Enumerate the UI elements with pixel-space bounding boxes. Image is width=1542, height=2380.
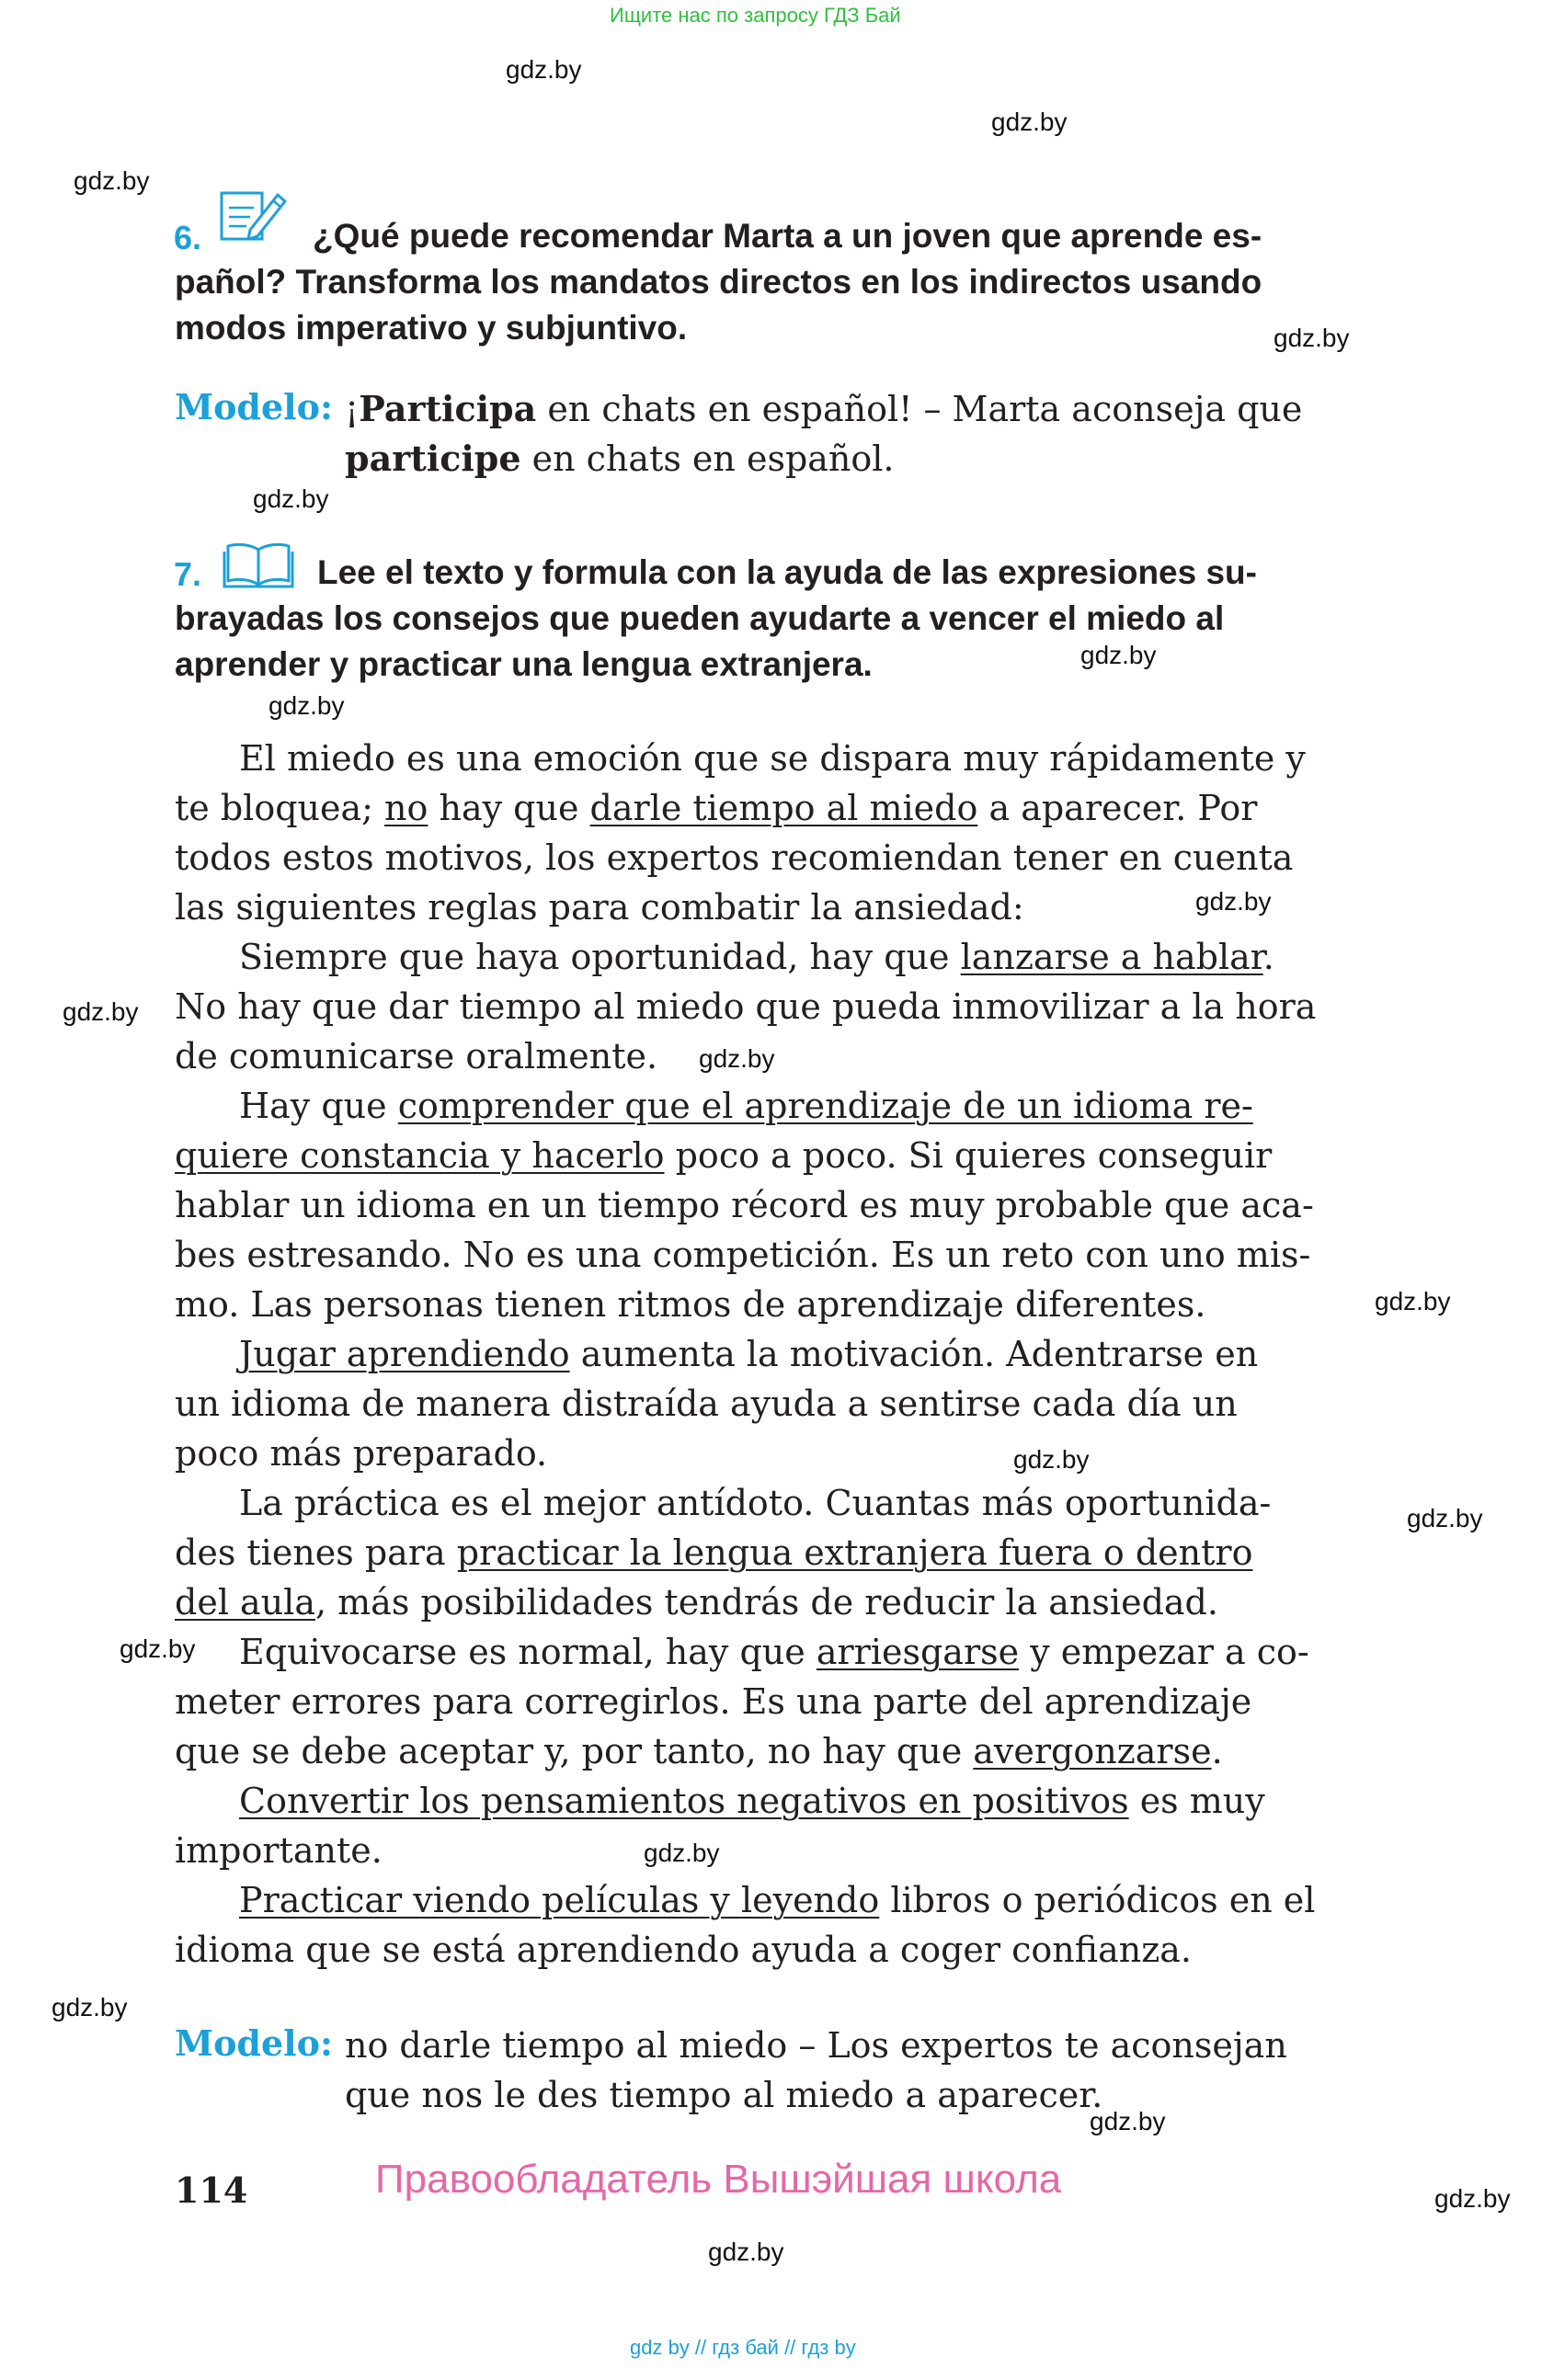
text-line: idioma que se está aprendiendo ayuda a coger confianza. <box>175 1930 1193 1970</box>
model-bold-verb: participe <box>345 438 521 479</box>
watermark: gdz.by <box>1080 641 1157 669</box>
watermark: gdz.by <box>1195 887 1272 916</box>
watermark: gdz.by <box>253 484 329 513</box>
model-label: Modelo: <box>175 386 333 427</box>
watermark: gdz.by <box>708 2238 784 2266</box>
watermark: gdz.by <box>1407 1504 1483 1532</box>
watermark: gdz.by <box>1013 1445 1090 1474</box>
watermark: gdz.by <box>506 55 582 84</box>
text-line: Hay que comprender que el aprendizaje de un idioma re- <box>239 1086 1253 1126</box>
watermark: gdz.by <box>1090 2107 1166 2135</box>
model-example-line: no darle tiempo al miedo – Los expertos te aconsejan <box>345 2025 1287 2066</box>
task-7-instruction <box>175 550 1396 688</box>
text-line: Practicar viendo películas y leyendo libros o periódicos en el <box>239 1880 1316 1920</box>
text-line: La práctica es el mejor antídoto. Cuantas más oportunida- <box>239 1483 1272 1523</box>
underlined-expression: darle tiempo al miedo <box>589 788 978 828</box>
watermark: gdz.by <box>63 997 139 1026</box>
text-line: todos estos motivos, los expertos recomiendan tener en cuenta <box>175 837 1294 878</box>
model-example-line: que nos le des tiempo al miedo a aparecer. <box>345 2075 1103 2115</box>
task-7-line: brayadas los consejos que pueden ayudarte a vencer el miedo al <box>175 599 1225 637</box>
watermark: gdz.by <box>51 1993 128 2021</box>
page-number: 114 <box>175 2169 248 2211</box>
text-line: Equivocarse es normal, hay que arriesgarse y empezar a co- <box>239 1632 1309 1672</box>
model-example-line: ¡Participa en chats en español! – Marta aconseja que <box>345 388 1303 429</box>
text-line: meter errores para corregirlos. Es una parte del aprendizaje <box>175 1681 1252 1722</box>
model-example-line: participe en chats en español. <box>345 438 895 479</box>
task-6-line: ¿Qué puede recomendar Marta a un joven que aprende es- <box>313 217 1262 255</box>
watermark: gdz.by <box>1375 1287 1451 1315</box>
task-7-number: 7. <box>174 555 202 593</box>
text-line: de comunicarse oralmente. <box>175 1036 658 1076</box>
text-line: El miedo es una emoción que se dispara muy rápidamente y <box>239 738 1306 779</box>
underlined-expression: Practicar viendo películas y leyendo <box>239 1880 880 1920</box>
task-6-number: 6. <box>174 219 202 256</box>
underlined-expression: avergonzarse <box>973 1731 1212 1771</box>
watermark: gdz.by <box>699 1044 775 1073</box>
watermark: gdz.by <box>991 108 1068 136</box>
watermark: gdz.by <box>644 1839 720 1867</box>
text-line: te bloquea; no hay que darle tiempo al miedo a aparecer. Por <box>175 788 1258 828</box>
text-line: un idioma de manera distraída ayuda a sentirse cada día un <box>175 1384 1238 1424</box>
text-line: que se debe aceptar y, por tanto, no hay que avergonzarse. <box>175 1731 1223 1771</box>
text-line: las siguientes reglas para combatir la ansiedad: <box>175 887 1024 928</box>
underlined-expression: lanzarse a hablar <box>960 937 1263 977</box>
text-line: quiere constancia y hacerlo poco a poco. Si quieres conseguir <box>175 1135 1273 1176</box>
text-line: hablar un idioma en un tiempo récord es muy probable que aca- <box>175 1185 1314 1225</box>
watermark: gdz.by <box>74 166 150 195</box>
task-7-line: aprender y practicar una lengua extranjera. <box>175 645 873 683</box>
underlined-expression: Convertir los pensamientos negativos en positivos <box>239 1781 1129 1821</box>
underlined-expression: Jugar aprendiendo <box>239 1334 570 1374</box>
underlined-expression: practicar la lengua extranjera fuera o dentro <box>456 1532 1253 1573</box>
task-6-line: pañol? Transforma los mandatos directos en los indirectos usando <box>175 263 1262 301</box>
underlined-expression: comprender que el aprendizaje de un idioma re- <box>397 1086 1253 1126</box>
watermark: gdz.by <box>268 691 345 720</box>
underlined-expression: quiere constancia y hacerlo <box>175 1135 665 1176</box>
task-6-instruction <box>175 213 1396 351</box>
watermark: gdz.by <box>120 1634 196 1663</box>
text-line: Siempre que haya oportunidad, hay que lanzarse a hablar. <box>239 937 1274 977</box>
text-line: del aula, más posibilidades tendrás de reducir la ansiedad. <box>175 1582 1218 1623</box>
text-line: importante. <box>175 1830 383 1871</box>
task-6-line: modos imperativo y subjuntivo. <box>175 309 688 347</box>
watermark: gdz.by <box>1434 2184 1511 2213</box>
text-line: bes estresando. No es una competición. Es un reto con uno mis- <box>175 1235 1311 1275</box>
footer-links[interactable]: gdz by // гдз бай // гдз by <box>630 2336 856 2359</box>
underlined-expression: arriesgarse <box>816 1632 1020 1672</box>
text-line: des tienes para practicar la lengua extranjera fuera o dentro <box>175 1532 1253 1573</box>
text-line: mo. Las personas tienen ritmos de aprendizaje diferentes. <box>175 1284 1206 1325</box>
reading-text <box>175 734 1396 1975</box>
text-line: No hay que dar tiempo al miedo que pueda inmovilizar a la hora <box>175 986 1317 1027</box>
text-line: poco más preparado. <box>175 1433 548 1474</box>
top-banner: Ищите нас по запросу ГДЗ Бай <box>610 4 901 27</box>
text-line: Jugar aprendiendo aumenta la motivación. Adentrarse en <box>239 1334 1259 1374</box>
model-bold-verb: Participa <box>359 388 537 429</box>
task-7-line: Lee el texto y formula con la ayuda de las expresiones su- <box>317 553 1257 591</box>
underlined-expression: del aula <box>175 1582 315 1623</box>
text-line: Convertir los pensamientos negativos en positivos es muy <box>239 1781 1265 1821</box>
underlined-expression: no <box>384 788 428 828</box>
copyright-notice: Правообладатель Вышэйшая школа <box>375 2157 1062 2202</box>
watermark: gdz.by <box>1274 324 1350 352</box>
model-label: Modelo: <box>175 2022 333 2064</box>
